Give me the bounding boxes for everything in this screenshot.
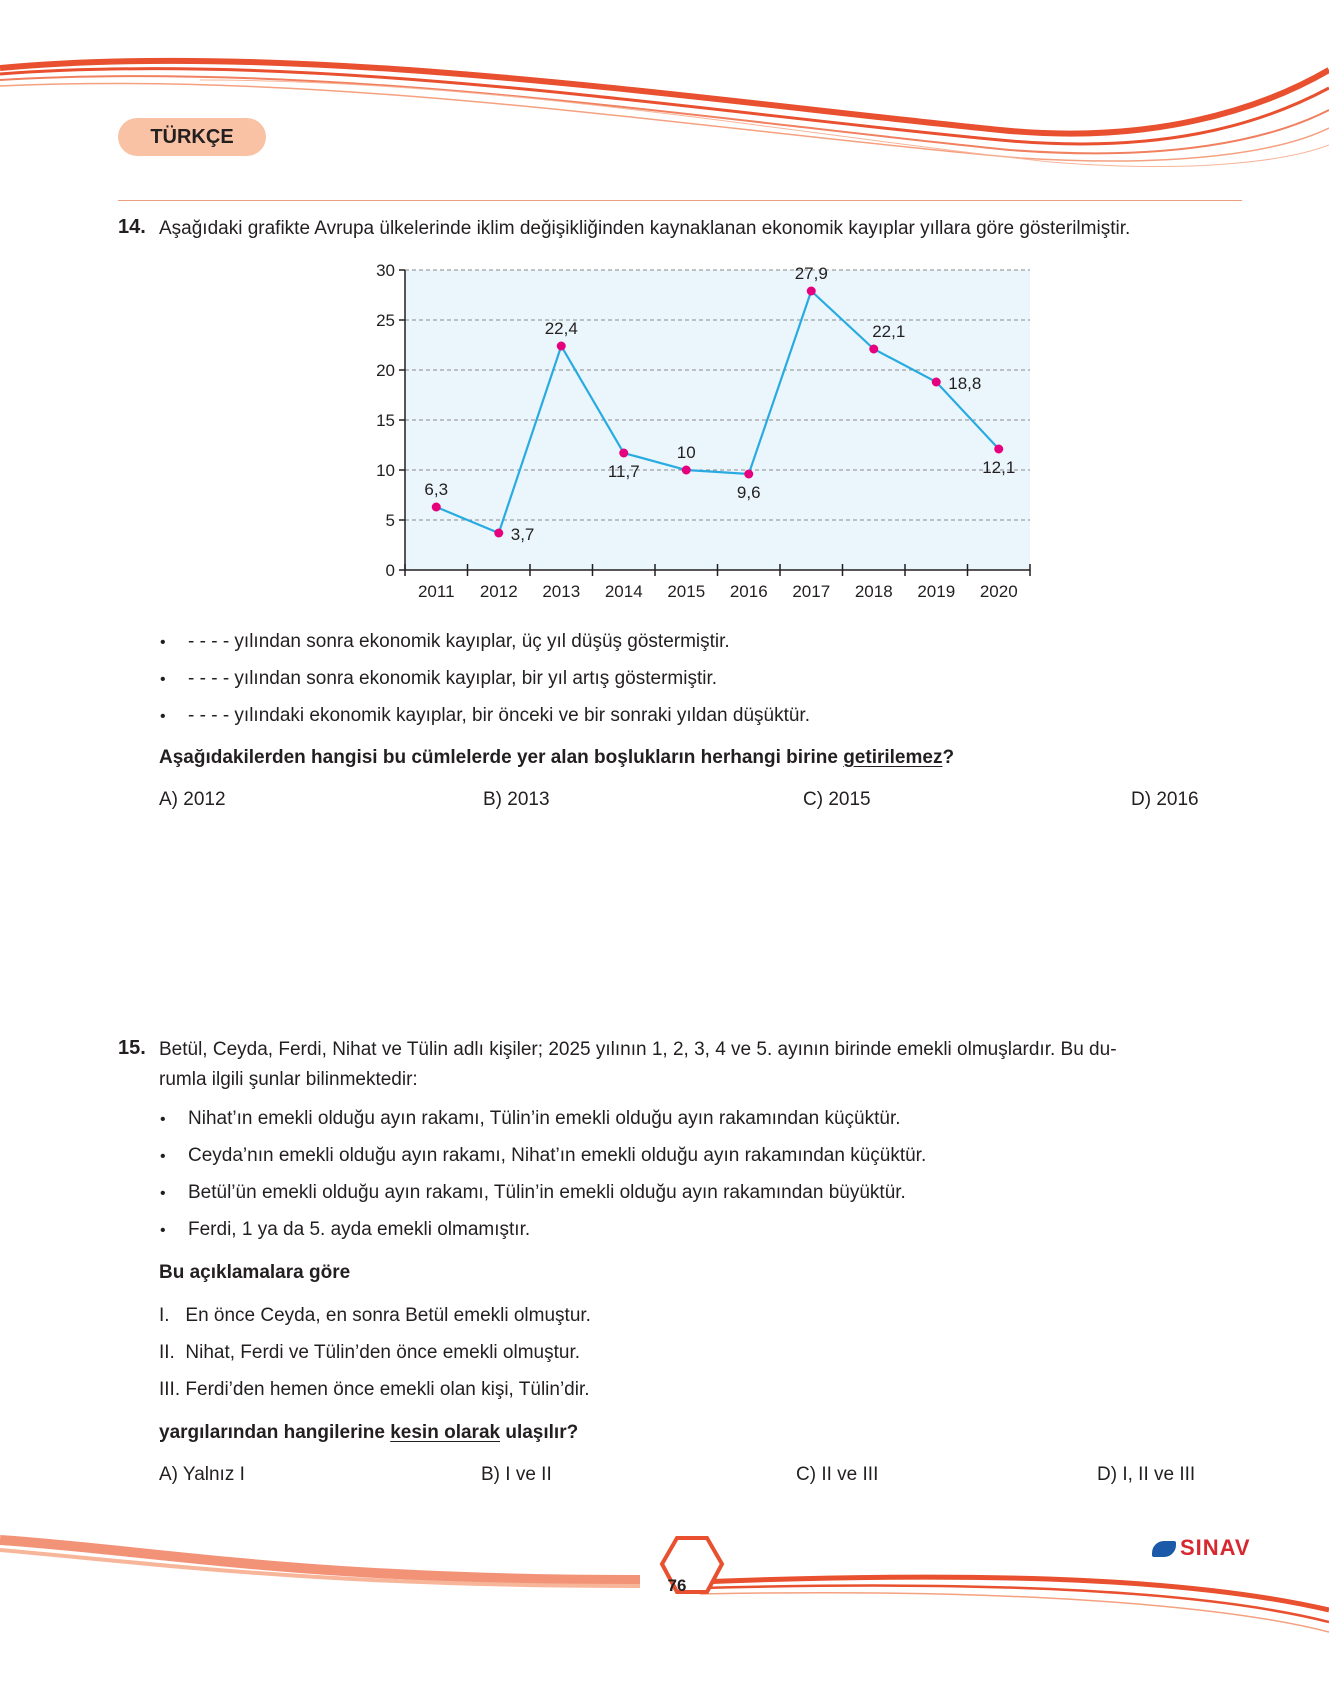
x-tick-label: 2013 (542, 582, 581, 600)
data-point (682, 466, 691, 475)
y-tick-label: 20 (376, 361, 395, 380)
q15-statement-3: III. Ferdi’den hemen önce emekli olan kişi, Tülin’dir. (159, 1379, 590, 1400)
q15-statement-2: II. Nihat, Ferdi ve Tülin’den önce emekli olmuştur. (159, 1342, 581, 1363)
x-tick-label: 2015 (667, 582, 706, 600)
data-label: 27,9 (794, 264, 828, 283)
q14-stem: Aşağıdaki grafikte Avrupa ülkelerinde iklim değişikliğinden kaynaklanan ekonomik kayıplar yıllara göre gösterilmiştir. (159, 218, 1131, 239)
q15-option-a[interactable]: A) Yalnız I (159, 1464, 245, 1485)
q14-option-b[interactable]: B) 2013 (483, 789, 550, 810)
q14-question-emphasis: getirilemez (843, 747, 943, 768)
q15-option-d[interactable]: D) I, II ve III (1097, 1464, 1196, 1485)
bullet-icon: • (160, 1222, 166, 1239)
q15-stem-line-1: Betül, Ceyda, Ferdi, Nihat ve Tülin adlı kişiler; 2025 yılının 1, 2, 3, 4 ve 5. ayının birinde emekli olmuşlardır. Bu du- (159, 1039, 1117, 1060)
q15-lead: Bu açıklamalara göre (159, 1262, 351, 1283)
q15-option-c[interactable]: C) II ve III (796, 1464, 879, 1485)
header-wave-decoration (0, 40, 1329, 180)
data-point (869, 345, 878, 354)
y-tick-label: 30 (376, 261, 395, 280)
q15-bullet-4: Ferdi, 1 ya da 5. ayda emekli olmamıştır. (188, 1219, 531, 1240)
x-tick-label: 2012 (479, 582, 518, 600)
x-tick-label: 2016 (729, 582, 768, 600)
q14-number: 14. (118, 216, 146, 238)
q15-statement-1: I. En önce Ceyda, en sonra Betül emekli olmuştur. (159, 1305, 591, 1326)
q15-option-b[interactable]: B) I ve II (481, 1464, 552, 1485)
data-label: 6,3 (424, 480, 449, 499)
q15-question: yargılarından hangilerine kesin olarak ulaşılır? (159, 1422, 579, 1443)
q15-bullet-2: Ceyda’nın emekli olduğu ayın rakamı, Nihat’ın emekli olduğu ayın rakamından küçüktür. (188, 1145, 927, 1166)
data-label: 12,1 (982, 458, 1016, 477)
data-point (807, 287, 816, 296)
loss-line-chart (360, 255, 1040, 600)
data-point (932, 378, 941, 387)
q15-question-emphasis: kesin olarak (390, 1422, 501, 1443)
q14-bullet-1: - - - - yılından sonra ekonomik kayıplar, üç yıl düşüş göstermiştir. (188, 631, 730, 652)
data-label: 22,4 (544, 319, 578, 338)
q14-option-a[interactable]: A) 2012 (159, 789, 226, 810)
y-tick-label: 5 (385, 511, 395, 530)
q14-option-c[interactable]: C) 2015 (803, 789, 871, 810)
data-point (557, 342, 566, 351)
x-tick-label: 2014 (604, 582, 643, 600)
y-tick-label: 0 (385, 561, 395, 580)
data-label: 11,7 (607, 462, 640, 481)
bullet-icon: • (160, 1185, 166, 1202)
q14-option-d[interactable]: D) 2016 (1131, 789, 1199, 810)
data-point (432, 503, 441, 512)
bullet-icon: • (160, 634, 166, 651)
q15-stem-line-2: rumla ilgili şunlar bilinmektedir: (159, 1069, 418, 1090)
data-label: 9,6 (736, 483, 761, 502)
y-tick-label: 25 (376, 311, 395, 330)
bird-icon (1152, 1541, 1176, 1557)
data-point (744, 470, 753, 479)
x-tick-label: 2018 (854, 582, 893, 600)
q15-bullet-3: Betül’ün emekli olduğu ayın rakamı, Tülin’in emekli olduğu ayın rakamından büyüktür. (188, 1182, 906, 1203)
q14-bullet-3: - - - - yılındaki ekonomik kayıplar, bir önceki ve bir sonraki yıldan düşüktür. (188, 705, 810, 726)
bullet-icon: • (160, 671, 166, 688)
subject-badge: TÜRKÇE (118, 118, 266, 156)
data-point (619, 449, 628, 458)
bullet-icon: • (160, 1111, 166, 1128)
q14-question: Aşağıdakilerden hangisi bu cümlelerde yer alan boşlukların herhangi birine getirilemez? (159, 747, 955, 768)
brand-logo: SINAV (1152, 1535, 1251, 1561)
x-tick-label: 2017 (792, 582, 831, 600)
y-tick-label: 10 (376, 461, 395, 480)
q15-bullet-1: Nihat’ın emekli olduğu ayın rakamı, Tülin’in emekli olduğu ayın rakamından küçüktür. (188, 1108, 901, 1129)
bullet-icon: • (160, 1148, 166, 1165)
data-point (494, 529, 503, 538)
q15-number: 15. (118, 1037, 146, 1059)
x-tick-label: 2020 (979, 582, 1018, 600)
data-label: 10 (676, 443, 696, 462)
y-tick-label: 15 (376, 411, 395, 430)
bullet-icon: • (160, 708, 166, 725)
x-tick-label: 2011 (417, 582, 455, 600)
data-label: 18,8 (948, 374, 982, 393)
data-label: 3,7 (510, 525, 535, 544)
data-point (994, 445, 1003, 454)
q14-bullet-2: - - - - yılından sonra ekonomik kayıplar, bir yıl artış göstermiştir. (188, 668, 718, 689)
x-tick-label: 2019 (917, 582, 956, 600)
data-label: 22,1 (872, 322, 906, 341)
page-number: 76 (667, 1576, 687, 1595)
header-divider (118, 200, 1242, 201)
